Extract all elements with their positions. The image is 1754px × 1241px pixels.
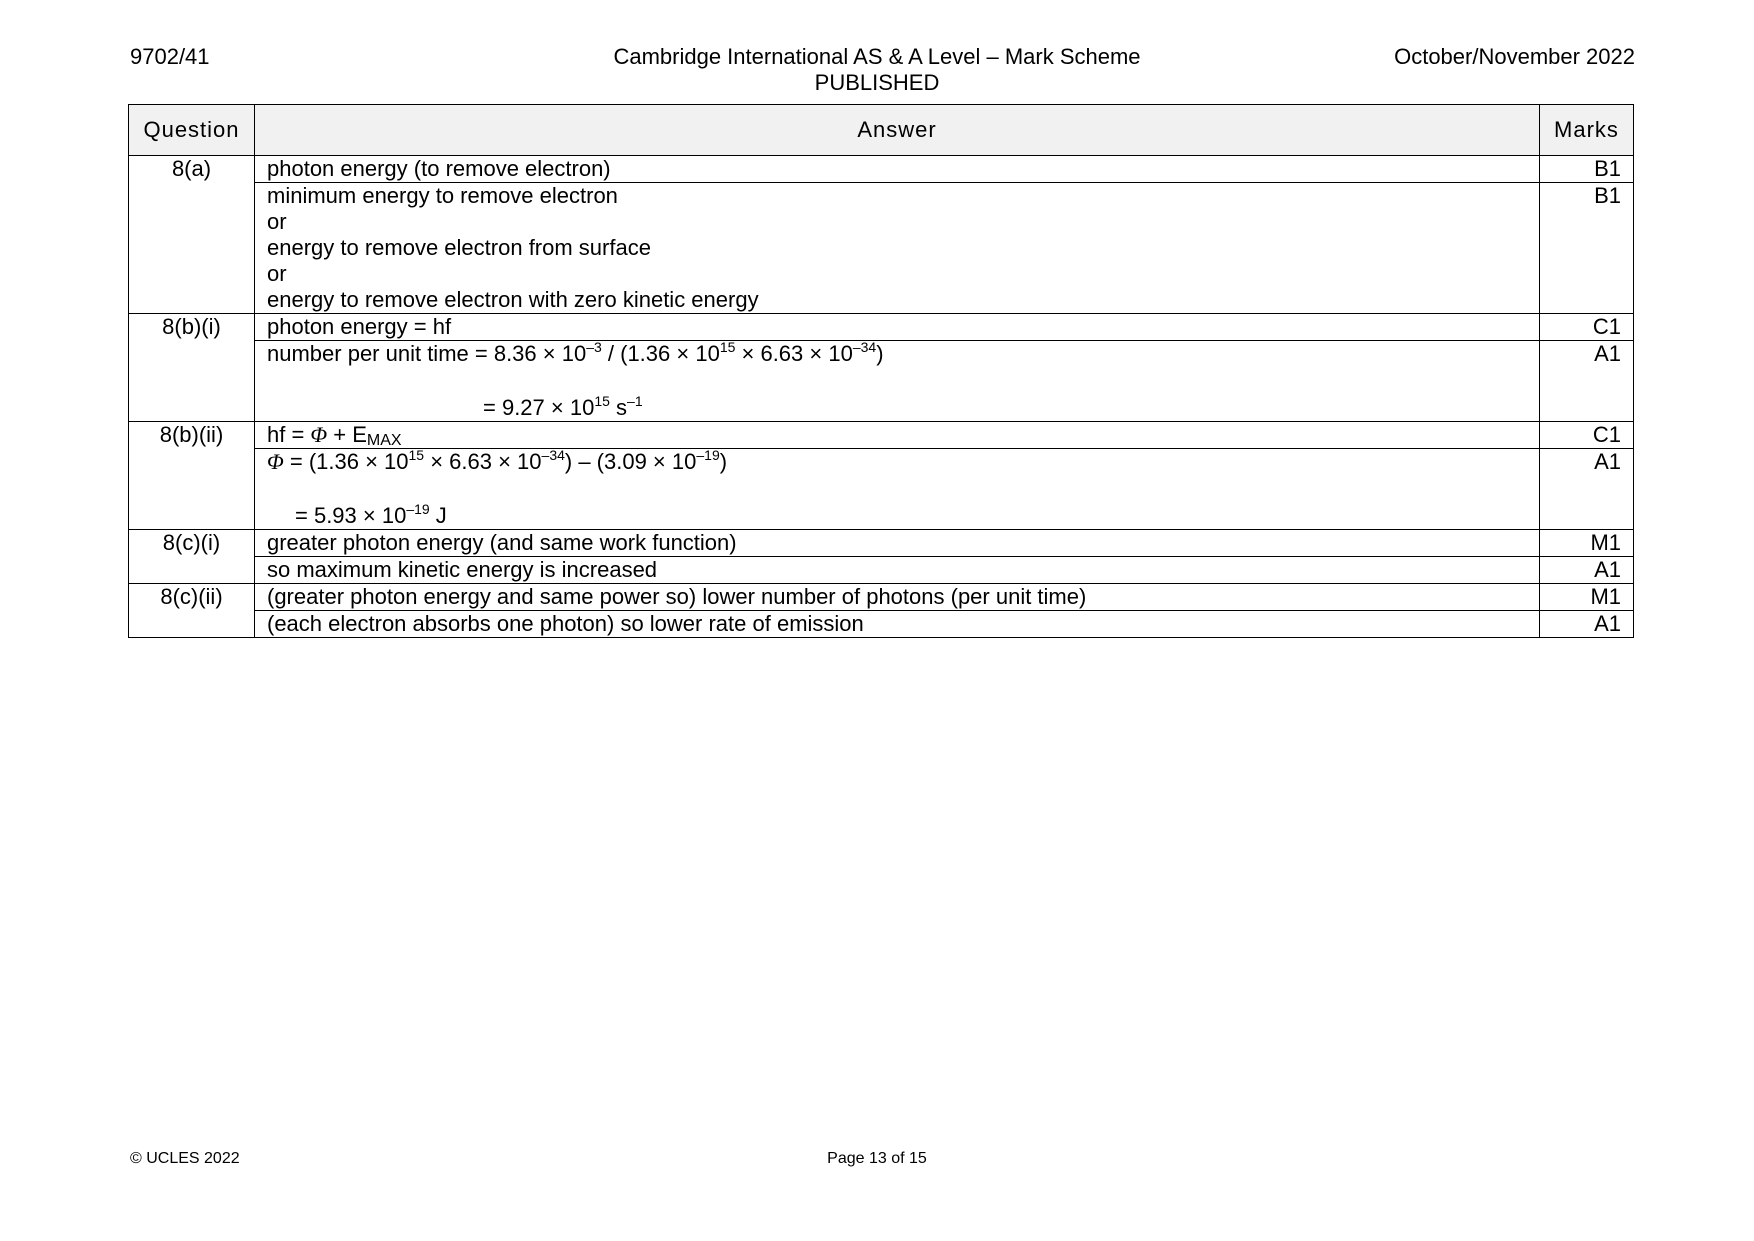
eq-text: s xyxy=(609,395,628,420)
marks-header: Marks xyxy=(1540,105,1634,156)
question-label-8ci: 8(c)(i) xyxy=(129,530,255,584)
mark-cell: M1 xyxy=(1540,584,1634,611)
table-row xyxy=(129,156,1634,183)
answer-cell xyxy=(255,449,1540,530)
answer-line: or xyxy=(267,261,287,286)
exponent: 15 xyxy=(408,447,425,463)
mark-cell: B1 xyxy=(1540,156,1634,183)
table-row xyxy=(129,584,1634,611)
answer-cell xyxy=(255,341,1540,422)
mark-cell: A1 xyxy=(1540,341,1634,422)
table-row xyxy=(129,341,1634,422)
answer-line: or xyxy=(267,209,287,234)
exponent: –34 xyxy=(541,447,565,463)
eq-text: number per unit time = 8.36 × 10 xyxy=(267,341,587,366)
mark-scheme-table xyxy=(128,104,1634,638)
equation-line xyxy=(267,449,1527,475)
mark-cell: C1 xyxy=(1540,314,1634,341)
mark-cell: A1 xyxy=(1540,449,1634,530)
equation-line xyxy=(267,341,1527,367)
eq-text: hf = xyxy=(267,422,311,447)
eq-text: ) xyxy=(719,449,728,474)
eq-text: J xyxy=(429,503,447,528)
table-header-row xyxy=(129,105,1634,156)
answer-cell xyxy=(255,422,1540,449)
equation-result-line xyxy=(267,503,1527,529)
eq-text: ) – (3.09 × 10 xyxy=(564,449,697,474)
exponent: –3 xyxy=(586,339,602,355)
answer-cell: (each electron absorbs one photon) so lower rate of emission xyxy=(255,611,1540,638)
answer-header: Answer xyxy=(255,105,1540,156)
page-number: Page 13 of 15 xyxy=(827,1150,927,1167)
answer-cell: so maximum kinetic energy is increased xyxy=(255,557,1540,584)
table-row xyxy=(129,530,1634,557)
answer-cell xyxy=(255,183,1540,314)
answer-cell: greater photon energy (and same work function) xyxy=(255,530,1540,557)
eq-text: = 5.93 × 10 xyxy=(295,503,407,528)
table-row xyxy=(129,449,1634,530)
question-label-8bi: 8(b)(i) xyxy=(129,314,255,422)
copyright-notice: © UCLES 2022 xyxy=(130,1150,240,1167)
published-line: PUBLISHED xyxy=(814,70,940,95)
phi-symbol: Φ xyxy=(310,422,328,447)
subscript: MAX xyxy=(366,432,402,449)
eq-text: = 9.27 × 10 xyxy=(483,395,595,420)
answer-line: minimum energy to remove electron xyxy=(267,183,618,208)
mark-cell: A1 xyxy=(1540,557,1634,584)
phi-symbol: Φ xyxy=(267,449,284,474)
answer-line: energy to remove electron from surface xyxy=(267,235,651,260)
eq-text: + E xyxy=(327,422,367,447)
answer-line: energy to remove electron with zero kinetic energy xyxy=(267,287,759,312)
exponent: –19 xyxy=(406,501,430,517)
exponent: –34 xyxy=(852,339,877,355)
mark-cell: A1 xyxy=(1540,611,1634,638)
eq-text: ) xyxy=(876,341,884,366)
eq-text: / (1.36 × 10 xyxy=(601,341,720,366)
eq-text: = (1.36 × 10 xyxy=(283,449,409,474)
exponent: 15 xyxy=(594,393,610,409)
table-row xyxy=(129,314,1634,341)
answer-cell: (greater photon energy and same power so) lower number of photons (per unit time) xyxy=(255,584,1540,611)
question-label-8cii: 8(c)(ii) xyxy=(129,584,255,638)
equation-result-line xyxy=(267,395,1527,421)
eq-text: × 6.63 × 10 xyxy=(424,449,542,474)
exponent: –1 xyxy=(627,393,643,409)
exponent: 15 xyxy=(719,339,736,355)
eq-text: × 6.63 × 10 xyxy=(735,341,853,366)
table-row xyxy=(129,611,1634,638)
table-row xyxy=(129,183,1634,314)
answer-cell: photon energy = hf xyxy=(255,314,1540,341)
table-row xyxy=(129,422,1634,449)
table-row xyxy=(129,557,1634,584)
question-header: Question xyxy=(129,105,255,156)
paper-code: 9702/41 xyxy=(130,44,210,69)
title-line: Cambridge International AS & A Level – Mark Scheme xyxy=(613,44,1141,69)
mark-cell: C1 xyxy=(1540,422,1634,449)
mark-cell: M1 xyxy=(1540,530,1634,557)
exponent: –19 xyxy=(696,447,720,463)
mark-cell: B1 xyxy=(1540,183,1634,314)
exam-session: October/November 2022 xyxy=(1394,44,1635,69)
question-label-8bii: 8(b)(ii) xyxy=(129,422,255,530)
answer-cell: photon energy (to remove electron) xyxy=(255,156,1540,183)
question-label-8a: 8(a) xyxy=(129,156,255,314)
